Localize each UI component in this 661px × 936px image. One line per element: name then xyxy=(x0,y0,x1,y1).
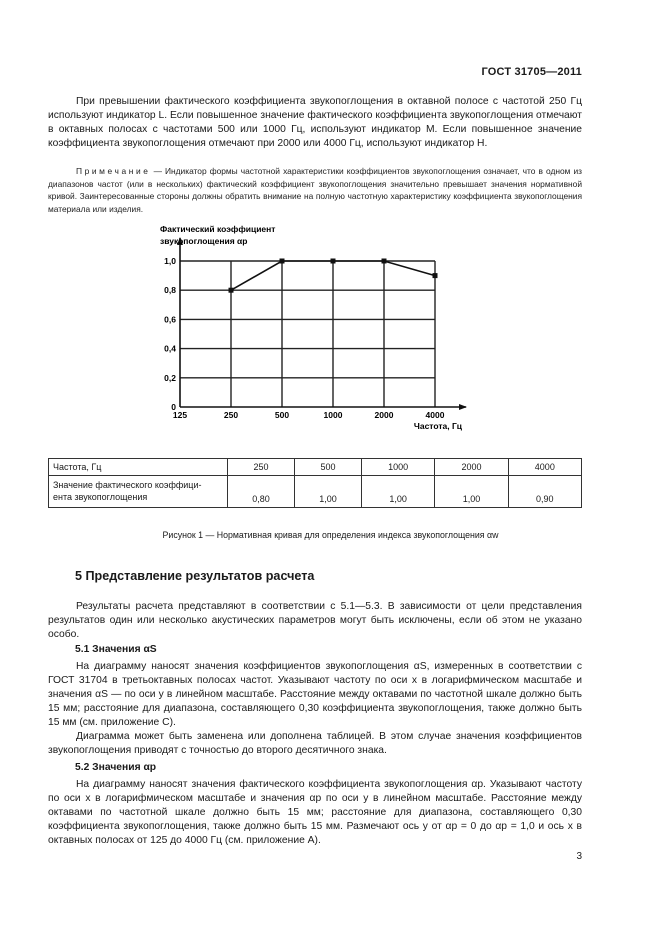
section-5-title: 5 Представление результатов расчета xyxy=(75,569,315,583)
section-5-text: Результаты расчета представляют в соответствии с 5.1—5.3. В зависимости от цели представления результатов один или несколько акустических параметров могут быть исключены, если об этом не указано особо. xyxy=(48,601,582,640)
x-tick-label: 250 xyxy=(223,410,239,420)
y-axis-label-line2: звукопоглощения αp xyxy=(160,236,248,246)
x-tick-label: 125 xyxy=(172,410,188,420)
table-cell: 0,80 xyxy=(228,476,295,508)
table-cell: 1,00 xyxy=(295,476,362,508)
x-tick-label: 2000 xyxy=(374,410,394,420)
x-tick-labels xyxy=(173,410,445,420)
table-cell: 500 xyxy=(295,459,362,476)
subsection-5-2-paragraph xyxy=(48,778,582,848)
y-tick-label: 0,6 xyxy=(164,314,176,325)
figure-caption: Рисунок 1 — Нормативная кривая для определения индекса звукопоглощения αw xyxy=(162,530,499,540)
table-cell: 1,00 xyxy=(362,476,435,508)
subsection-5-1-text-1: На диаграмму наносят значения коэффициентов звукопоглощения αS, измеренных в соответствии с ГОСТ 31704 в третьоктавных полосах частот. Указывают частоту по оси x в логарифмическом масштабе и значения αS — по оси y в линейном масштабе. Расстояние между октавами по частотной шкале должно быть 15 мм; расстояние для диапазона, составляющего 0,30 коэффициента звукопоглощения, также должно быть 15 мм (см. приложение С). xyxy=(48,661,582,728)
data-point xyxy=(433,273,438,278)
normative-curve-chart xyxy=(0,0,661,440)
subsection-5-2-text: На диаграмму наносят значения фактического коэффициента звукопоглощения αp. Указывают частоту по оси x в логарифмическом масштабе и значения αp по оси y в линейном масштабе. Расстояние между октавами по частотной шкале должно быть 15 мм; расстояние для диапазона, составляющего 0,30 коэффициента звукопоглощения, также должно быть 15 мм. Размечают ось y от αp = 0 до αp = 1,0 и ось x в октавных полосах от 125 до 4000 Гц (см. приложение А). xyxy=(48,779,582,846)
note-text: — Индикатор формы частотной характеристики коэффициентов звукопоглощения означает, что в одном из диапазонов частот (или в нескольких) фактический коэффициент звукопоглощения значительно превышает значения нормативной кривой. Заинтересованные стороны должны обратить внимание на полную частотную характеристику коэффициента звукопоглощения материала или изделия. xyxy=(48,166,582,214)
table-cell: 2000 xyxy=(435,459,508,476)
note-lead: Примечание xyxy=(76,166,151,176)
subsection-5-1-paragraph-2 xyxy=(48,730,582,758)
table-cell: 250 xyxy=(228,459,295,476)
table-cell: 1000 xyxy=(362,459,435,476)
y-tick-label: 0,8 xyxy=(164,285,176,296)
table-cell: 1,00 xyxy=(435,476,508,508)
data-point xyxy=(229,288,234,293)
table-row-frequency xyxy=(49,459,582,476)
data-point xyxy=(331,259,336,264)
y-tick-label: 1,0 xyxy=(164,256,176,266)
table-cell: 0,90 xyxy=(508,476,581,508)
document-header-id: ГОСТ 31705—2011 xyxy=(481,66,582,78)
x-tick-label: 500 xyxy=(274,410,290,420)
table-label-line1: Значение фактического коэффици- xyxy=(53,480,202,490)
table-label-line2: ента звукопоглощения xyxy=(53,491,148,502)
frequency-value-table xyxy=(48,458,582,508)
subsection-5-2-title: 5.2 Значения αp xyxy=(75,762,157,773)
subsection-5-1-text-2: Диаграмма может быть заменена или дополнена таблицей. В этом случае значения коэффициентов звукопоглощения приводят с точностью до второго десятичного знака. xyxy=(48,731,582,756)
subsection-5-1-title: 5.1 Значения αS xyxy=(75,644,157,655)
y-tick-label: 0,2 xyxy=(164,372,176,383)
y-tick-label: 0 xyxy=(171,402,176,412)
x-tick-label: 4000 xyxy=(425,410,445,420)
table-cell: 4000 xyxy=(508,459,581,476)
x-tick-label: 1000 xyxy=(323,410,343,420)
y-tick-label: 0,4 xyxy=(164,343,176,354)
table-cell-label: Частота, Гц xyxy=(49,459,228,476)
chart-grid xyxy=(180,261,435,407)
data-point xyxy=(382,259,387,264)
y-axis-label-line1: Фактический коэффициент xyxy=(160,224,276,234)
data-point xyxy=(280,259,285,264)
table-row-coefficient xyxy=(49,476,582,508)
intro-paragraph-text: При превышении фактического коэффициента звукопоглощения в октавной полосе с частотой 250 Гц используют индикатор L. Если повышенное значение фактического коэффициента звукопоглощения отмечают в октавных полосах с частотами 500 или 1000 Гц, используют индикатор M. Если повышенное значение коэффициента звукопоглощения отмечают при 2000 или 4000 Гц, используют индикатор H. xyxy=(48,96,582,149)
section-5-paragraph xyxy=(48,600,582,642)
x-axis-label: Частота, Гц xyxy=(413,421,462,431)
page-number: 3 xyxy=(576,851,582,862)
table-cell-label xyxy=(49,476,228,508)
y-tick-labels xyxy=(164,256,176,412)
subsection-5-1-paragraph-1 xyxy=(48,660,582,730)
